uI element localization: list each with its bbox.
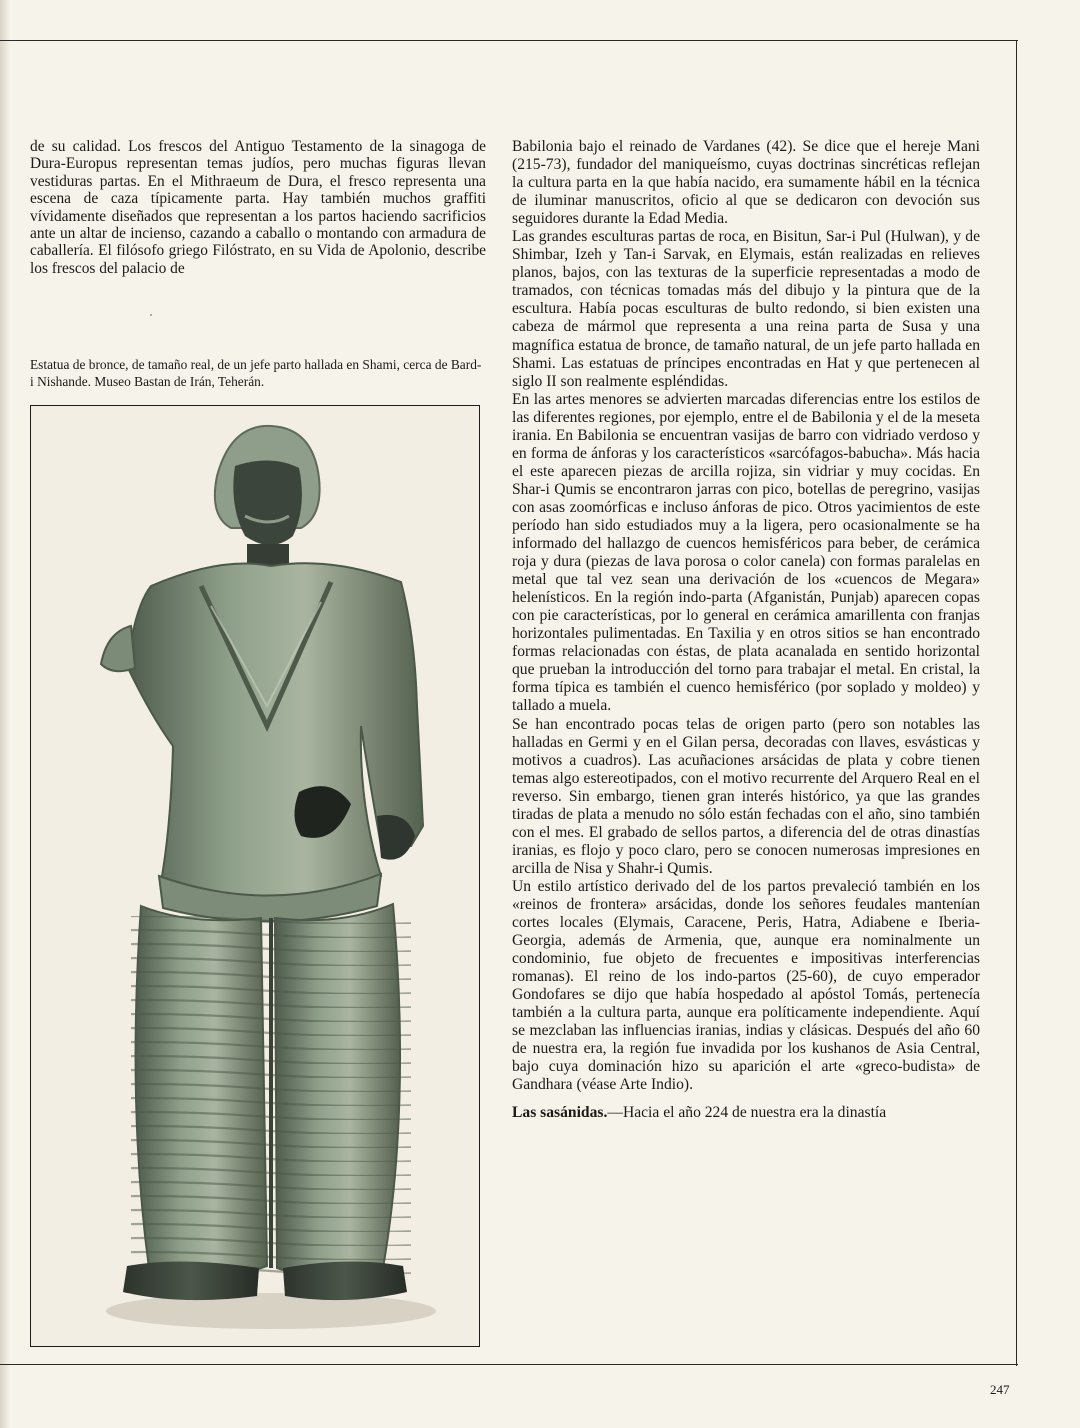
paragraph-1: Babilonia bajo el reinado de Vardanes (42). Se dice que el hereje Mani (215-73), fundador del maniqueísmo, cuyas doctrinas sincréticas reflejan la cultura parta en la que había nacido, era sumamente hábil en la técnica de iluminar manuscritos, oficio al que se dedicaron con devoción sus seguidores durante la Edad Media. [512,138,980,228]
paragraph-4: Se han encontrado pocas telas de origen parto (pero son notables las halladas en Germi y en el Gilan persa, decoradas con llaves, esvásticas y motivos a cuadros). Las acuñaciones arsácidas de plata y cobre tienen temas algo estereotipados, con el motivo recurrente del Arquero Real en el reverso. Sin embargo, tienen gran interés histórico, ya que las grandes tiradas de plata a menudo no sólo están fechadas con el año, sino también con el mes. El grabado de sellos partos, a diferencia del de otras dinastías iranias, es flojo y poco claro, pero se conocen numerosas impresiones en arcilla de Nisa y Shahr-i Qumis. [512,715,980,877]
section-start [512,1104,980,1122]
bronze-statue-image [31,406,479,1346]
figure-caption: Estatua de bronce, de tamaño real, de un jefe parto hallada en Shami, cerca de Bard-i Nishande. Museo Bastan de Irán, Teherán. [30,357,482,389]
speck [150,314,152,316]
paragraph-3: En las artes menores se advierten marcadas diferencias entre los estilos de las diferentes regiones, por ejemplo, entre el de Babilonia y el de la meseta irania. En Babilonia se encuentran vasijas de barro con vidriado verdoso y en forma de ánforas y los característicos «sarcófagos-babucha». Más hacia el este aparecen piezas de arcilla rojiza, sin vidriar y muy cocidas. En Shar-i Qumis se encontraron jarras con pico, botellas de peregrino, vasijas con asas zoomórficas e incluso ánforas de pico. Otros yacimientos de este período han sido estudiados muy a la ligera, pero ocasionalmente se ha informado del hallazgo de cuencos hemisféricos para beber, de cerámica roja y dura (piezas de lava porosa o color canela) con formas paralelas en metal que tal vez sean una derivación de los «cuencos de Megara» helenísticos. En la región indo-parta (Afganistán, Punjab) aparecen copas con pie características, por lo general en cerámica amarillenta con franjas horizontales pulimentadas. En Taxilia y en otros sitios se han encontrado formas relacionadas con éstas, de plata acanalada en sentido horizontal que prueban la introducción del torno para trabajar el metal. En cristal, la forma típica es también el cuenco hemisférico (por soplado y moldeo) y tallado a muela. [512,390,980,715]
top-rule [0,40,1018,41]
section-text: —Hacia el año 224 de nuestra era la dinastía [607,1104,887,1122]
right-rule [1016,40,1017,1366]
statue-photo [30,405,480,1347]
paragraph-5: Un estilo artístico derivado del de los partos prevaleció también en los «reinos de frontera» arsácidas, donde los señores feudales mantenían cortes locales (Elymais, Caracene, Peris, Hatra, Adiabene e Iberia-Georgia, además de Armenia, que, aunque era nominalmente un condominio, fue objeto de frecuentes e impositivas interferencias romanas). El reino de los indo-partos (25-60), de cuyo emperador Gondofares se dijo que había hospedado al apóstol Tomás, pertenecía también a la cultura parta, aunque era políticamente independiente. Aquí se mezclaban las influencias iranias, indias y clásicas. Después del año 60 de nuestra era, la región fue invadida por los kushanos de Asia Central, bajo cuya dominación hizo su aparición el arte «greco-budista» de Gandhara (véase Arte Indio). [512,877,980,1094]
page-gutter-shadow [0,0,10,1428]
left-column [30,138,486,277]
right-column [512,138,980,1123]
paragraph-2: Las grandes esculturas partas de roca, en Bisitun, Sar-i Pul (Hulwan), y de Shimbar, Izeh y Tan-i Sarvak, en Elymais, están realizadas en relieves planos, bajos, con las texturas de la superficie representadas a modo de tramados, con técnicas tomadas más del dibujo y la pintura que de la escultura. Había pocas esculturas de bulto redondo, si bien existen una cabeza de mármol que representa a una reina parta de Susa y una magnífica estatua de bronce, de tamaño natural, de un jefe parto hallada en Shami. Las estatuas de príncipes encontradas en Hat y que pertenecen al siglo II son realmente espléndidas. [512,228,980,390]
left-column-text: de su calidad. Los frescos del Antiguo Testamento de la sinagoga de Dura-Europus representan temas judíos, pero muchas figuras llevan vestiduras partas. En el Mithraeum de Dura, el fresco representa una escena de caza típicamente parta. Hay también muchos graffiti vívidamente diseñados que representan a los partos haciendo sacrificios ante un altar de incienso, cazando a caballo o montando con armadura de caballería. El filósofo griego Filóstrato, en su Vida de Apolonio, describe los frescos del palacio de [30,138,486,277]
section-heading: Las sasánidas. [512,1104,608,1122]
bottom-rule [0,1364,1018,1365]
page-number: 247 [990,1382,1010,1397]
